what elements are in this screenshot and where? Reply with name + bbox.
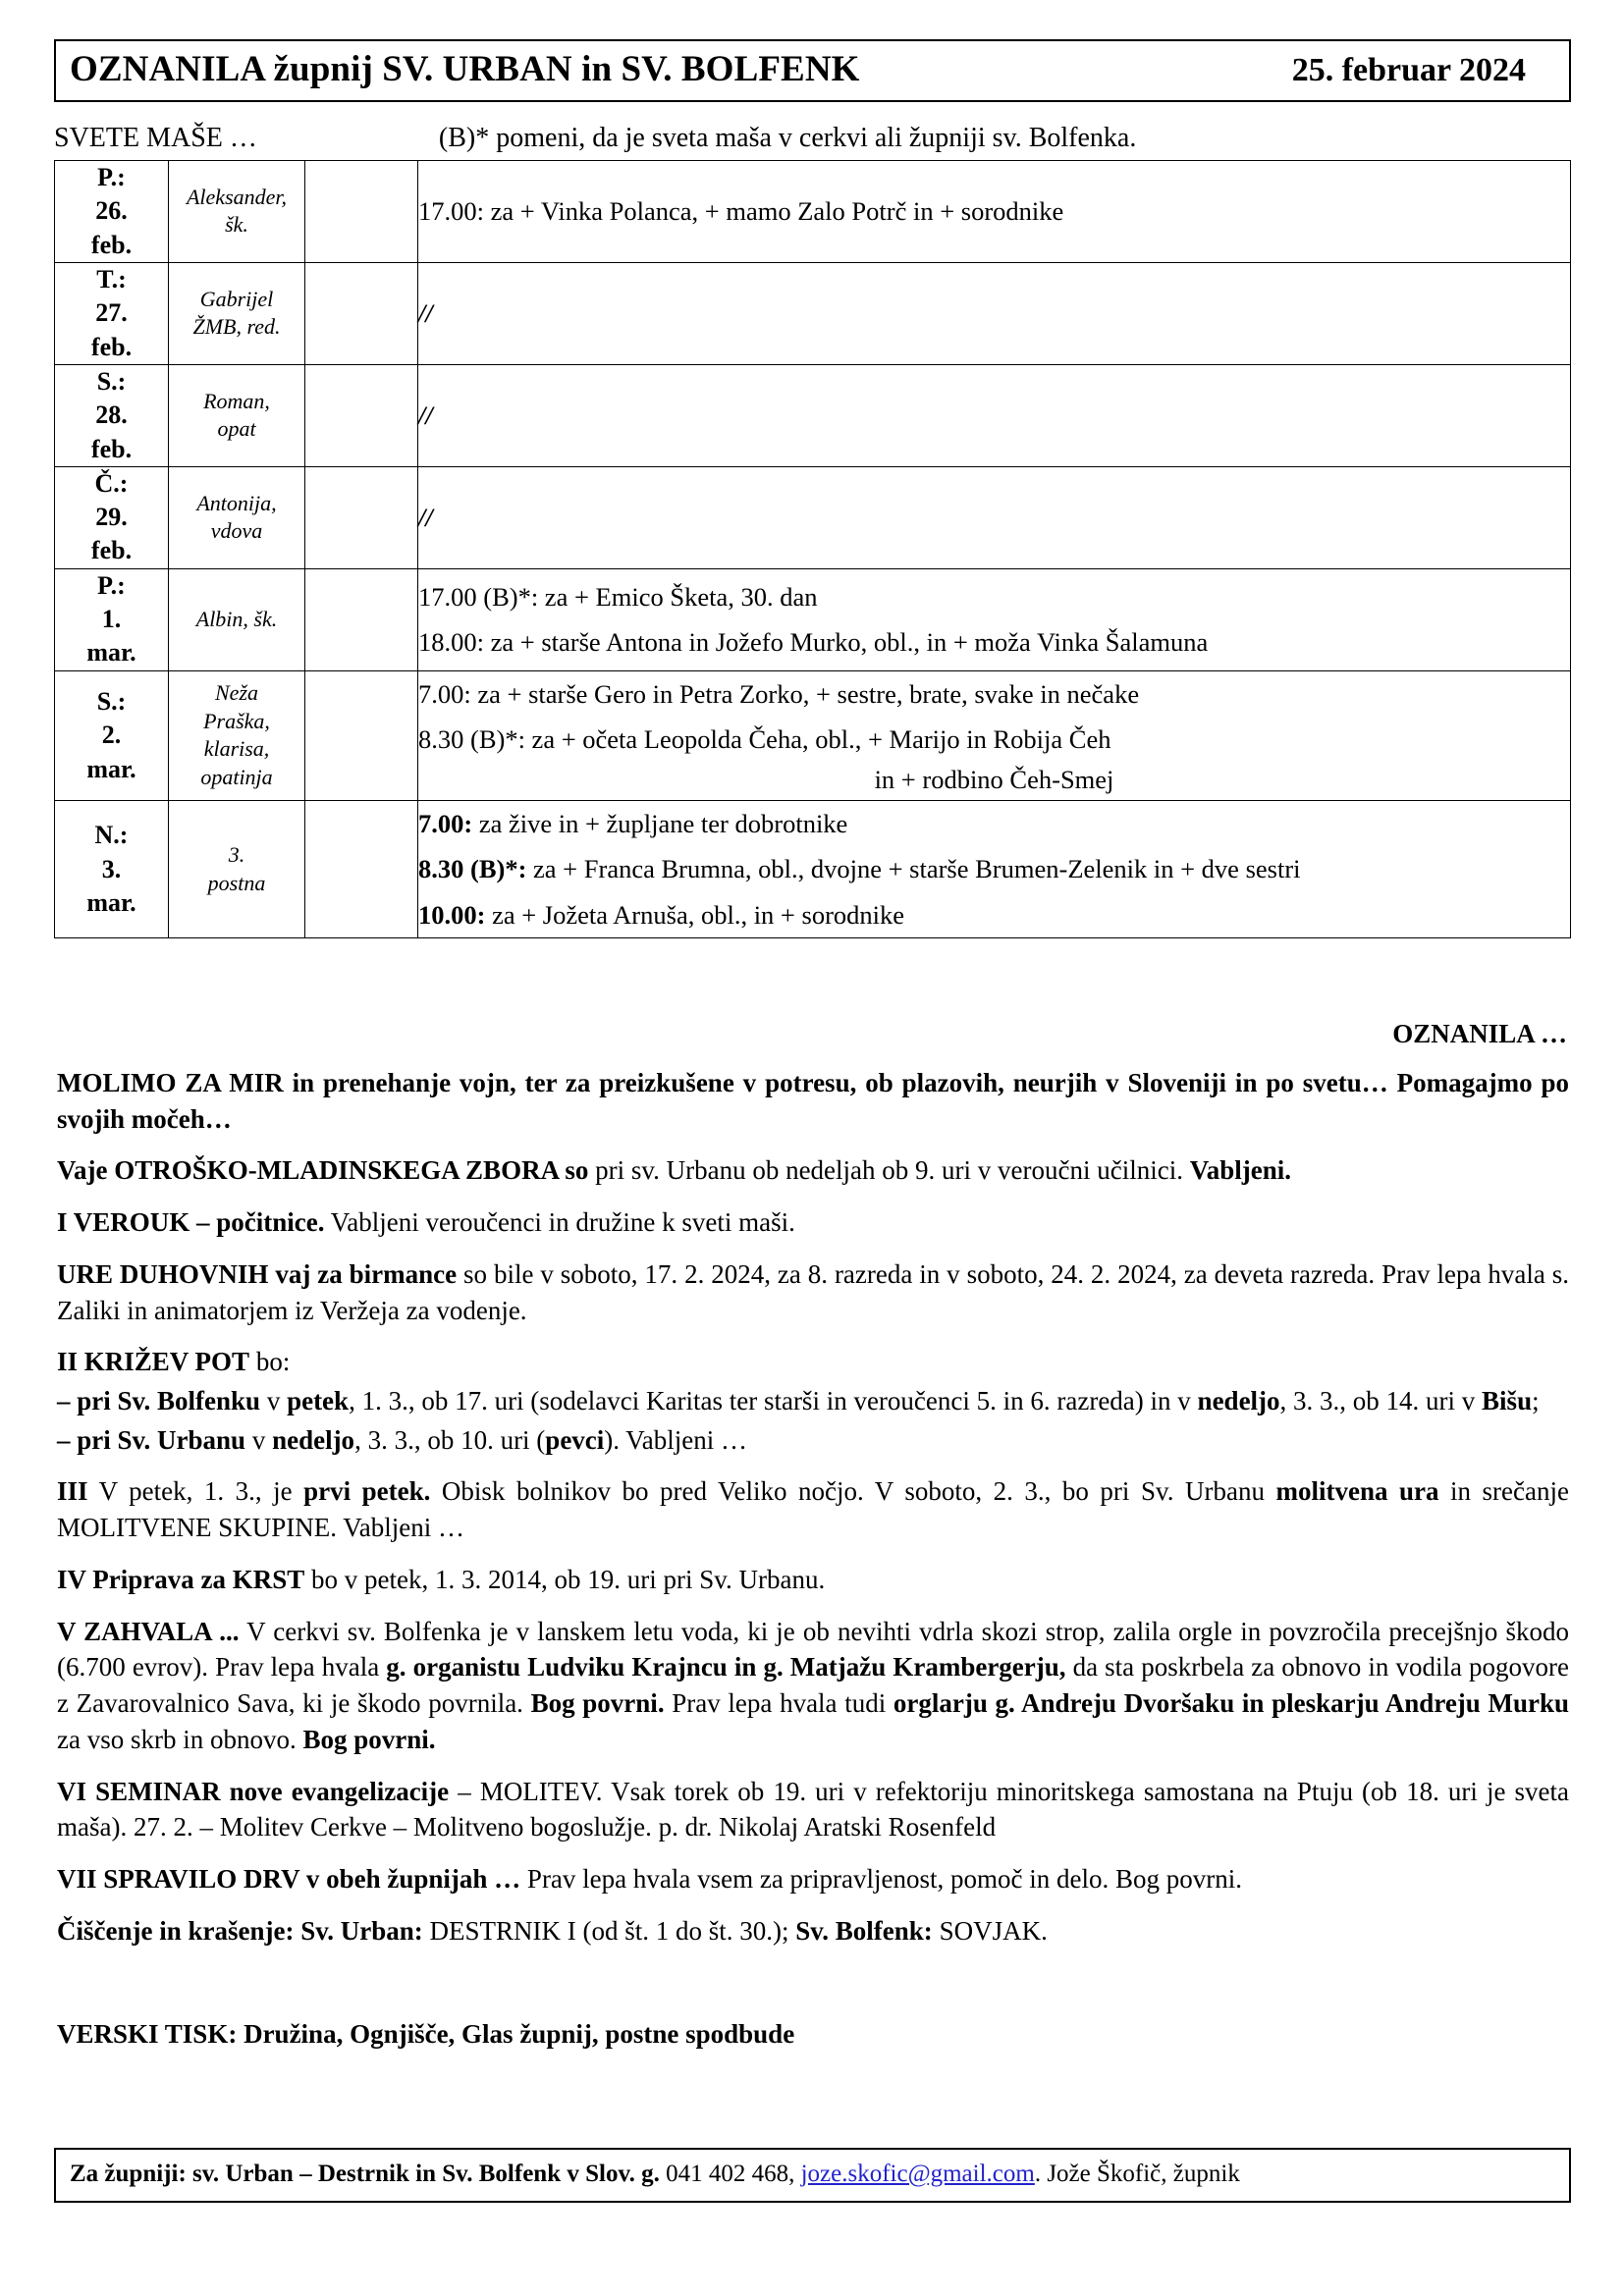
mass-intentions-cell [418,262,1571,364]
saint-line: Roman, [203,388,270,413]
mass-time: 10.00: [418,899,486,930]
announcement-prvi-petek: III V petek, 1. 3., je prvi petek. Obisk bolnikov bo pred Veliko nočjo. V soboto, 2. 3., bo pri Sv. Urbanu molitvena ura in srečanje MOLITVENE SKUPINE. Vabljeni … [57,1476,1569,1543]
day-line: P.: [97,570,126,600]
day-date-cell [55,364,169,466]
spacer-cell [305,568,418,670]
table-row [55,670,1571,800]
table-row [55,161,1571,263]
footer-priest: . Jože Škofič, župnik [1034,2161,1240,2187]
mass-intention: 18.00: za + starše Antona in Jožefo Murko, obl., in + moža Vinka Šalamuna [418,627,1209,658]
table-row [55,262,1571,364]
footer-parishes: Za župniji: sv. Urban – Destrnik in Sv. Bolfenk v Slov. g. [70,2161,660,2187]
table-row [55,466,1571,568]
announcements-heading: OZNANILA … [1392,1019,1567,1048]
day-line: N.: [94,821,129,850]
announcement-verouk: I VEROUK – počitnice. Vabljeni veroučenci in družine k sveti maši. [57,1207,795,1238]
spacer-cell [305,262,418,364]
spacer-cell [305,801,418,938]
announcement-ciscenje: Čiščenje in krašenje: Sv. Urban: DESTRNIK I (od št. 1 do št. 30.); Sv. Bolfenk: SOVJAK. [57,1915,1048,1946]
day-line: feb. [90,434,133,463]
mass-intention: in + rodbino Čeh-Smej [874,764,1114,794]
saint-line: Gabrijel [199,286,274,311]
mass-intention: // [418,298,433,329]
announcement-zahvala: V ZAHVALA ... V cerkvi sv. Bolfenka je v lanskem letu voda, ki je ob nevihti vdrla skozi strop, zalila orgle in povzročila precejšnjo škodo (6.700 evrov). Prav lepa hvala g. organistu Ludviku Krajncu in g. Matjažu Krambergerju, da sta poskrbela za obnovo in vodila pogovore z Zavarovalnico Sava, ki je škodo povrnila. Bog povrni. Prav lepa hvala tudi orglarju g. Andreju Dvoršaku in pleskarju Andreju Murku za vso skrb in obnovo. Bog povrni. [57,1616,1570,1754]
saint-line: 3. [228,842,245,868]
mass-intention [418,801,1570,846]
day-line: 26. [95,196,128,226]
saint-line: Aleksander, [186,184,288,209]
mass-intention: 17.00: za + Vinka Polanca, + mamo Zalo Potrč in + sorodnike [418,196,1064,227]
saint-name-cell [169,670,305,800]
saint-line: klarisa, [203,736,270,762]
announcement-spravilo-drv: VII SPRAVILO DRV v obeh župnijah … Prav lepa hvala vsem za pripravljenost, pomoč in delo. Bog povrni. [57,1863,1242,1894]
saint-line: Neža [215,680,258,706]
mass-intention: 7.00: za + starše Gero in Petra Zorko, + sestre, brate, svake in nečake [418,678,1140,709]
announcement-krizev-pot-urban: – pri Sv. Urbanu v nedeljo, 3. 3., ob 10. uri (pevci). Vabljeni … [57,1424,748,1455]
bolfenk-note: (B)* pomeni, da je sveta maša v cerkvi ali župniji sv. Bolfenka. [438,123,1137,153]
saint-line: opatinja [200,764,273,789]
spacer-cell [305,364,418,466]
announcement-krizev-pot-bolfenk: – pri Sv. Bolfenku v petek, 1. 3., ob 17. uri (sodelavci Karitas ter starši in veroučenci 5. in 6. razreda) in v nedeljo, 3. 3., ob 14. uri v Bišu; [57,1386,1540,1416]
day-line: feb. [90,230,133,259]
day-line: mar. [86,754,136,783]
announcement-krizev-pot-head: II KRIŽEV POT bo: [57,1347,291,1377]
mass-intentions-cell [418,466,1571,568]
mass-intentions-cell [418,670,1571,800]
mass-intention: 17.00 (B)*: za + Emico Šketa, 30. dan [418,581,818,612]
mass-text: za + Franca Brumna, obl., dvojne + starše Brumen-Zelenik in + dve sestri [526,854,1301,884]
saint-name-cell [169,364,305,466]
page-title: OZNANILA župnij SV. URBAN in SV. BOLFENK [70,49,860,89]
spacer-cell [305,161,418,263]
day-date-cell [55,466,169,568]
footer-phone: 041 402 468, [666,2161,795,2187]
saint-line: postna [207,870,266,895]
announcement-vaje-zbora: Vaje OTROŠKO-MLADINSKEGA ZBORA so pri sv. Urbanu ob nedeljah ob 9. uri v veroučni učilnici. Vabljeni. [57,1155,1291,1186]
svete-mase-label: SVETE MAŠE … [54,123,257,153]
day-line: 28. [95,400,128,430]
spacer-cell [305,670,418,800]
day-line: S.: [96,366,127,396]
day-date-cell [55,262,169,364]
mass-intention: 8.30 (B)*: za + očeta Leopolda Čeha, obl., + Marijo in Robija Čeh [418,724,1111,755]
day-date-cell [55,670,169,800]
mass-text: za žive in + župljane ter dobrotnike [472,809,848,838]
day-date-cell [55,801,169,938]
day-line: mar. [86,638,136,667]
table-row [55,801,1571,938]
saint-name-cell [169,262,305,364]
day-line: S.: [96,686,127,716]
announcement-verski-tisk [57,1964,1569,2001]
day-line: 27. [95,298,128,328]
mass-intention [418,846,1570,891]
mass-schedule-table [54,160,1571,938]
day-line: 1. [101,605,122,634]
saint-line: Albin, šk. [195,606,278,631]
saint-line: Praška, [203,708,270,733]
day-line: 3. [101,854,122,883]
mass-time: 8.30 (B)*: [418,854,527,884]
subheader [54,123,1571,154]
day-line: P.: [97,163,126,191]
table-row [55,364,1571,466]
issue-date: 25. februar 2024 [1291,52,1526,88]
saint-name-cell [169,161,305,263]
mass-intentions-cell [418,568,1571,670]
day-date-cell [55,161,169,263]
table-row [55,568,1571,670]
announcements-body [57,1065,1569,2068]
saint-name-cell [169,801,305,938]
footer-email-link[interactable]: joze.skofic@gmail.com [800,2161,1035,2187]
day-line: 2. [101,721,122,750]
mass-intention [418,892,1570,937]
saint-line: ŽMB, red. [192,314,281,340]
mass-time: 7.00: [418,809,473,838]
mass-text: za + Jožeta Arnuša, obl., in + sorodnike [485,899,905,930]
day-date-cell [55,568,169,670]
saint-line: vdova [210,518,263,544]
saint-line: šk. [225,212,248,238]
day-line: T.: [96,264,127,294]
saint-line: Antonija, [196,490,277,515]
day-line: feb. [90,536,133,565]
header-box [54,39,1571,102]
day-line: 29. [95,503,128,532]
mass-intentions-cell [418,801,1571,938]
announcement-verski-tisk-line: VERSKI TISK: Družina, Ognjišče, Glas župnij, postne spodbude [57,2019,795,2050]
announcement-priprava-za-krst: IV Priprava za KRST bo v petek, 1. 3. 2014, ob 19. uri pri Sv. Urbanu. [57,1564,826,1594]
mass-intention: // [418,400,433,431]
saint-line: opat [217,416,256,442]
mass-intentions-cell [418,364,1571,466]
spacer-cell [305,466,418,568]
day-line: mar. [86,887,136,917]
announcement-seminar: VI SEMINAR nove evangelizacije – MOLITEV. Vsak torek ob 19. uri v refektoriju minoritskega samostana na Ptuju (ob 18. uri je sveta maša). 27. 2. – Molitev Cerkve – Molitveno bogoslužje. p. dr. Nikolaj Aratski Rosenfeld [57,1776,1569,1842]
announcement-ure-duhovnih-vaj: URE DUHOVNIH vaj za birmance so bile v soboto, 17. 2. 2024, za 8. razreda in v soboto, 24. 2. 2024, za deveta razreda. Prav lepa hvala s. Zaliki in animatorjem iz Veržeja za vodenje. [57,1258,1569,1325]
mass-intentions-cell [418,161,1571,263]
day-line: feb. [90,332,133,361]
day-line: Č.: [94,468,129,498]
saint-name-cell [169,466,305,568]
mass-intention: // [418,503,433,533]
footer-contact-box [54,2148,1571,2203]
saint-name-cell [169,568,305,670]
announcement-molimo-za-mir: MOLIMO ZA MIR in prenehanje vojn, ter za preizkušene v potresu, ob plazovih, neurjih v Sloveniji in po svetu… Pomagajmo po svojih močeh… [57,1068,1569,1134]
